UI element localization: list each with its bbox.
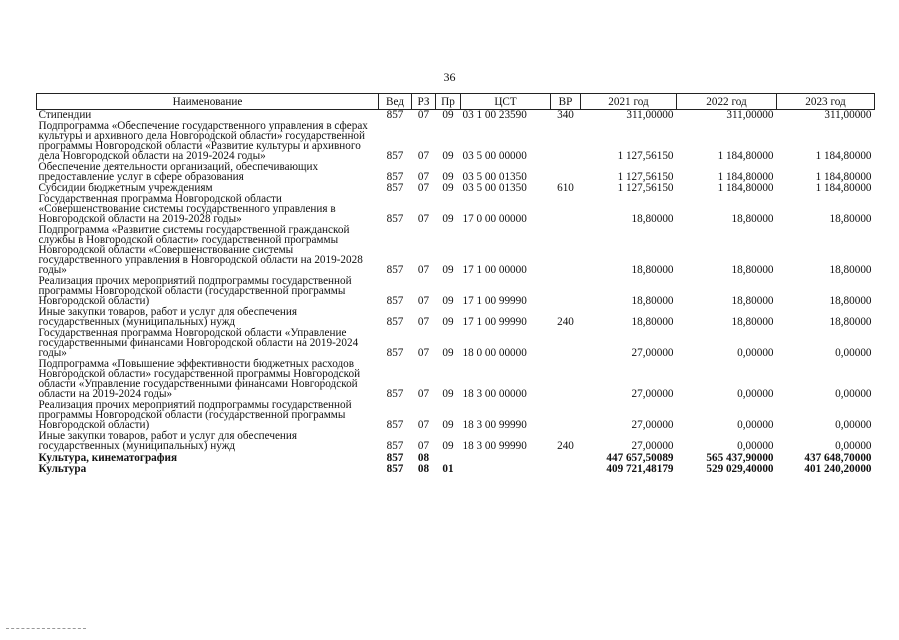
row-cst: 17 1 00 00000 <box>462 264 527 276</box>
row-name: Государственная программа Новгородской области «Совершенствование системы государственного управления в Новгородской области на 2019-2028 годы» <box>38 193 336 225</box>
row-value-2023: 1 184,80000 <box>815 182 872 194</box>
row-vr <box>551 452 581 464</box>
row-ved: 857 <box>386 440 404 452</box>
table-row <box>37 162 875 183</box>
table-header-row <box>37 94 875 110</box>
row-value-2021: 1 127,56150 <box>617 171 674 183</box>
row-name: Иные закупки товаров, работ и услуг для обеспечения государственных (муниципальных) нужд <box>38 306 298 328</box>
row-value-2021: 409 721,48179 <box>606 463 674 475</box>
row-value-2022: 18,80000 <box>731 213 774 225</box>
row-vr <box>551 464 581 475</box>
row-name: Стипендии <box>38 109 92 121</box>
row-pr: 09 <box>442 213 454 225</box>
row-value-2023: 0,00000 <box>835 388 872 400</box>
row-rz: 07 <box>417 295 430 307</box>
row-value-2021: 311,00000 <box>626 109 674 121</box>
row-name: Субсидии бюджетным учреждениям <box>38 182 213 194</box>
row-name: Обеспечение деятельности организаций, обеспечивающих предоставление услуг в сфере образования <box>38 161 319 183</box>
row-value-2022: 1 184,80000 <box>717 150 774 162</box>
row-rz: 07 <box>417 388 430 400</box>
row-rz: 07 <box>417 171 430 183</box>
header-2021: 2021 год <box>581 94 677 110</box>
row-ved: 857 <box>386 109 404 121</box>
table-row <box>37 276 875 307</box>
row-value-2021: 18,80000 <box>631 295 674 307</box>
row-value-2023: 0,00000 <box>835 440 872 452</box>
row-name: Подпрограмма «Повышение эффективности бюджетных расходов Новгородской области» государственной программы Новгородской области «Управление государственными финансами Новгородской области на 2019-2024 годы» <box>38 358 361 400</box>
row-value-2022: 0,00000 <box>737 419 774 431</box>
row-rz: 07 <box>417 150 430 162</box>
row-pr: 09 <box>442 295 454 307</box>
row-cst <box>461 464 551 475</box>
header-cst: ЦСТ <box>461 94 551 110</box>
row-pr: 09 <box>442 264 454 276</box>
table-row <box>37 307 875 328</box>
row-value-2023: 1 184,80000 <box>815 150 872 162</box>
row-vr: 240 <box>557 316 574 328</box>
header-vr: ВР <box>551 94 581 110</box>
header-rz: РЗ <box>412 94 436 110</box>
row-cst: 03 1 00 23590 <box>462 109 527 121</box>
scan-artifact <box>6 628 86 630</box>
row-cst: 18 3 00 99990 <box>462 419 527 431</box>
row-ved: 857 <box>386 347 404 359</box>
row-cst: 03 5 00 01350 <box>462 171 527 183</box>
row-value-2022: 311,00000 <box>726 109 774 121</box>
row-name: Реализация прочих мероприятий подпрограммы государственной программы Новгородской области (государственной программы Новгородской области) <box>38 275 352 307</box>
row-ved: 857 <box>386 171 404 183</box>
row-vr: 340 <box>557 109 574 121</box>
row-pr: 09 <box>442 182 454 194</box>
row-value-2021: 27,00000 <box>631 347 674 359</box>
table-row <box>37 359 875 400</box>
row-pr: 09 <box>442 171 454 183</box>
table-row <box>37 328 875 359</box>
row-pr: 09 <box>442 109 454 121</box>
row-rz: 07 <box>417 347 430 359</box>
row-vr <box>551 225 581 276</box>
row-ved: 857 <box>386 182 404 194</box>
row-value-2022: 529 029,40000 <box>706 463 774 475</box>
row-ved: 857 <box>386 316 404 328</box>
row-pr: 01 <box>442 463 454 475</box>
table-row <box>37 225 875 276</box>
row-value-2023: 401 240,20000 <box>804 463 872 475</box>
row-rz: 07 <box>417 182 430 194</box>
row-value-2023: 18,80000 <box>829 264 872 276</box>
row-value-2021: 18,80000 <box>631 213 674 225</box>
row-rz: 07 <box>417 109 430 121</box>
row-pr: 09 <box>442 440 454 452</box>
row-vr <box>551 400 581 431</box>
header-pr: Пр <box>436 94 461 110</box>
table-row <box>37 400 875 431</box>
row-cst: 17 1 00 99990 <box>462 316 527 328</box>
row-ved: 857 <box>386 150 404 162</box>
row-name: Реализация прочих мероприятий подпрограммы государственной программы Новгородской области (государственной программы Новгородской области) <box>38 399 352 431</box>
row-value-2022: 0,00000 <box>737 388 774 400</box>
row-value-2022: 0,00000 <box>737 440 774 452</box>
header-2022: 2022 год <box>677 94 777 110</box>
page-number: 36 <box>443 70 456 84</box>
table-row <box>37 431 875 452</box>
row-value-2022: 1 184,80000 <box>717 171 774 183</box>
row-vr <box>551 328 581 359</box>
row-cst: 18 3 00 99990 <box>462 440 527 452</box>
row-value-2022: 18,80000 <box>731 295 774 307</box>
row-pr: 09 <box>442 419 454 431</box>
row-value-2021: 27,00000 <box>631 419 674 431</box>
row-name: Подпрограмма «Развитие системы государственной гражданской службы в Новгородской области» государственной программы Новгородской области «Совершенствование системы государственного управления в Новгородской области на 2019-2028 годы» <box>38 224 363 276</box>
row-value-2022: 18,80000 <box>731 264 774 276</box>
row-value-2023: 0,00000 <box>835 419 872 431</box>
row-vr <box>551 121 581 162</box>
row-name: Подпрограмма «Обеспечение государственного управления в сферах культуры и архивного дела Новгородской области» государственной программы Новгородской области «Развитие культуры и архивного дела Новгородской области на 2019-2024 годы» <box>38 120 368 162</box>
row-rz: 08 <box>417 452 430 464</box>
row-value-2021: 1 127,56150 <box>617 150 674 162</box>
row-rz: 07 <box>417 213 430 225</box>
table-row <box>37 121 875 162</box>
row-ved: 857 <box>386 452 404 464</box>
header-ved: Вед <box>379 94 412 110</box>
row-ved: 857 <box>386 264 404 276</box>
row-cst: 17 0 00 00000 <box>462 213 527 225</box>
row-cst <box>461 452 551 464</box>
row-rz: 07 <box>417 440 430 452</box>
row-value-2021: 27,00000 <box>631 388 674 400</box>
row-cst: 03 5 00 00000 <box>462 150 527 162</box>
row-vr: 610 <box>557 182 574 194</box>
row-value-2023: 437 648,70000 <box>804 452 872 464</box>
table-body <box>37 110 875 476</box>
row-vr <box>551 276 581 307</box>
row-value-2021: 18,80000 <box>631 316 674 328</box>
row-value-2023: 18,80000 <box>829 316 872 328</box>
row-pr: 09 <box>442 316 454 328</box>
row-pr: 09 <box>442 150 454 162</box>
row-cst: 03 5 00 01350 <box>462 182 527 194</box>
row-cst: 18 0 00 00000 <box>462 347 527 359</box>
row-vr <box>551 359 581 400</box>
row-rz: 07 <box>417 264 430 276</box>
row-cst: 17 1 00 99990 <box>462 295 527 307</box>
row-pr: 09 <box>442 388 454 400</box>
row-rz: 08 <box>417 463 430 475</box>
row-name: Государственная программа Новгородской области «Управление государственными финансами Новгородской области на 2019-2024 годы» <box>38 327 359 359</box>
row-value-2023: 0,00000 <box>835 347 872 359</box>
row-value-2021: 18,80000 <box>631 264 674 276</box>
row-ved: 857 <box>386 419 404 431</box>
row-vr <box>551 194 581 225</box>
budget-table <box>36 93 875 475</box>
row-ved: 857 <box>386 463 404 475</box>
row-name: Культура, кинематография <box>38 452 177 464</box>
row-rz: 07 <box>417 316 430 328</box>
row-value-2023: 1 184,80000 <box>815 171 872 183</box>
row-value-2022: 18,80000 <box>731 316 774 328</box>
table-row <box>37 194 875 225</box>
row-vr: 240 <box>557 440 574 452</box>
row-value-2022: 1 184,80000 <box>717 182 774 194</box>
row-value-2021: 1 127,56150 <box>617 182 674 194</box>
table-row <box>37 464 875 475</box>
row-value-2022: 565 437,90000 <box>706 452 774 464</box>
row-cst: 18 3 00 00000 <box>462 388 527 400</box>
row-name: Культура <box>38 463 87 475</box>
row-value-2021: 447 657,50089 <box>606 452 674 464</box>
row-vr <box>551 162 581 183</box>
row-value-2021: 27,00000 <box>631 440 674 452</box>
row-value-2022: 0,00000 <box>737 347 774 359</box>
row-rz: 07 <box>417 419 430 431</box>
row-ved: 857 <box>386 388 404 400</box>
row-name: Иные закупки товаров, работ и услуг для обеспечения государственных (муниципальных) нужд <box>38 430 298 452</box>
header-name: Наименование <box>37 94 379 110</box>
row-ved: 857 <box>386 295 404 307</box>
row-pr: 09 <box>442 347 454 359</box>
row-value-2023: 311,00000 <box>824 109 872 121</box>
row-value-2023: 18,80000 <box>829 213 872 225</box>
header-2023: 2023 год <box>777 94 875 110</box>
row-value-2023: 18,80000 <box>829 295 872 307</box>
row-ved: 857 <box>386 213 404 225</box>
